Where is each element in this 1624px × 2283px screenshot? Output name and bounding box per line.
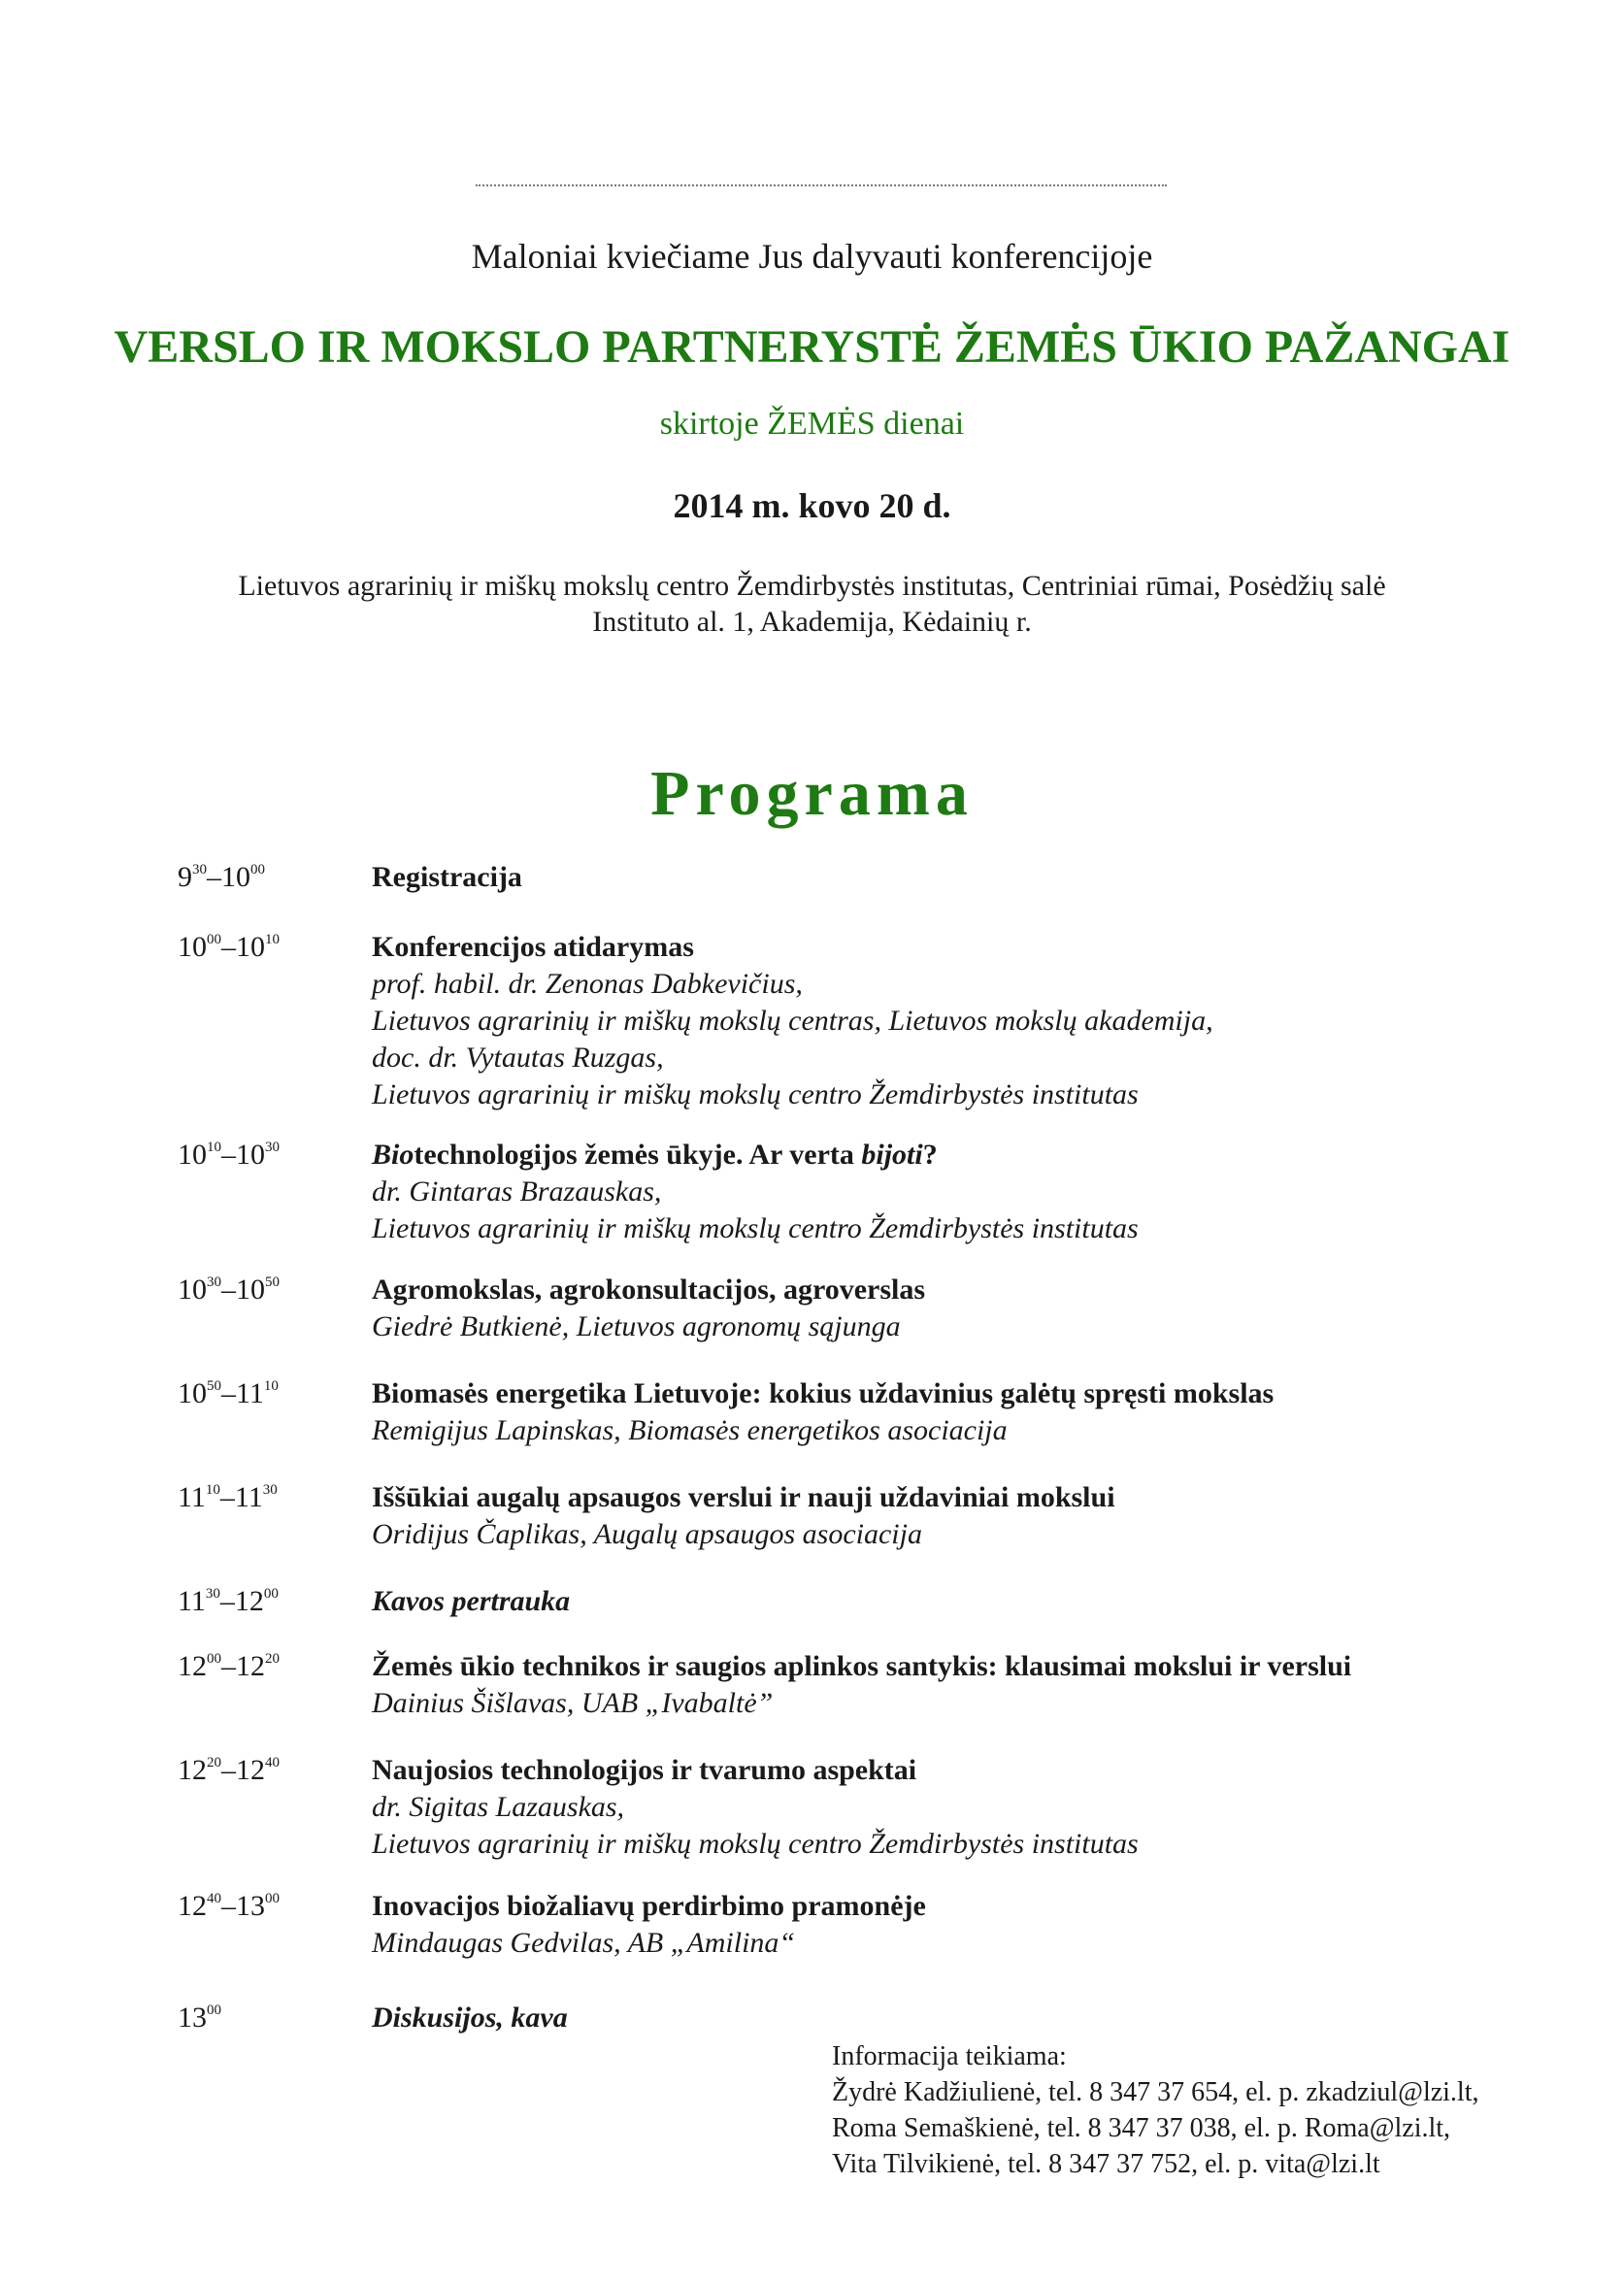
session <box>372 929 1213 1113</box>
time-range: $10^{30}-10^{50}$ <box>178 1274 280 1306</box>
contact-line: Vita Tilvikienė, tel. 8 347 37 752, el. p. vita@lzi.lt <box>832 2149 1380 2179</box>
session-title: Registracija <box>372 861 522 893</box>
session-title: Biomasės energetika Lietuvoje: kokius uždavinius galėtų spręsti mokslas <box>372 1377 1275 1409</box>
venue-line-2: Instituto al. 1, Akademija, Kėdainių r. <box>592 606 1032 638</box>
session <box>372 1752 1139 1863</box>
time-range: $10^{00}-10^{10}$ <box>178 931 280 963</box>
affiliation: Lietuvos agrarinių ir miškų mokslų centro Žemdirbystės institutas <box>372 1828 1139 1860</box>
venue-line-1: Lietuvos agrarinių ir miškų mokslų centro Žemdirbystės institutas, Centriniai rūmai, Posėdžių salė <box>238 570 1386 602</box>
conference-date: 2014 m. kovo 20 d. <box>673 486 951 525</box>
affiliation: Lietuvos agrarinių ir miškų mokslų centro Žemdirbystės institutas <box>372 1078 1139 1110</box>
affiliation: Lietuvos agrarinių ir miškų mokslų centro Žemdirbystės institutas <box>372 1212 1139 1244</box>
contact-line: Roma Semaškienė, tel. 8 347 37 038, el. p. Roma@lzi.lt, <box>832 2113 1451 2143</box>
speaker: Remigijus Lapinskas, Biomasės energetikos asociacija <box>372 1414 1008 1446</box>
session-title: Žemės ūkio technikos ir saugios aplinkos santykis: klausimai mokslui ir verslui <box>372 1650 1352 1682</box>
session-title: Inovacijos biožaliavų perdirbimo pramonėje <box>372 1890 926 1922</box>
time-range: $12^{00}-12^{20}$ <box>178 1650 280 1682</box>
dotted-separator <box>476 184 1167 186</box>
speaker: Oridijus Čaplikas, Augalų apsaugos asociacija <box>372 1518 922 1550</box>
venue <box>0 568 1624 640</box>
session-title: Biotechnologijos žemės ūkyje. Ar verta bijoti? <box>372 1139 938 1171</box>
session-title: Iššūkiai augalų apsaugos verslui ir nauji uždaviniai mokslui <box>372 1481 1115 1513</box>
session <box>372 1375 1274 1449</box>
speaker: dr. Sigitas Lazauskas, <box>372 1791 625 1823</box>
contact-heading: Informacija teikiama: <box>832 2041 1067 2071</box>
time-range: $12^{20}-12^{40}$ <box>178 1754 280 1786</box>
contact-line: Žydrė Kadžiulienė, tel. 8 347 37 654, el. p. zkadziul@lzi.lt, <box>832 2077 1479 2107</box>
session <box>372 1479 1115 1553</box>
conference-subtitle: skirtoje ŽEMĖS dienai <box>659 406 965 442</box>
session-title: Konferencijos atidarymas <box>372 931 694 963</box>
session <box>372 1137 1139 1247</box>
session <box>372 859 522 896</box>
session-title: Naujosios technologijos ir tvarumo aspektai <box>372 1754 917 1786</box>
session <box>372 1583 570 1620</box>
speaker: doc. dr. Vytautas Ruzgas, <box>372 1042 664 1074</box>
time-range: $11^{10}-11^{30}$ <box>178 1481 278 1513</box>
speaker: dr. Gintaras Brazauskas, <box>372 1175 662 1208</box>
time-range: $10^{10}-10^{30}$ <box>178 1139 280 1171</box>
time-range: $12^{40}-13^{00}$ <box>178 1890 280 1922</box>
contact-info <box>832 2038 1479 2182</box>
session-title: Kavos pertrauka <box>372 1585 571 1617</box>
time-range: $10^{50}-11^{10}$ <box>178 1377 279 1409</box>
conference-title: VERSLO IR MOKSLO PARTNERYSTĖ ŽEMĖS ŪKIO PAŽANGAI <box>114 321 1510 373</box>
speaker: Giedrė Butkienė, Lietuvos agronomų sąjunga <box>372 1310 901 1342</box>
affiliation: Lietuvos agrarinių ir miškų mokslų centras, Lietuvos mokslų akademija, <box>372 1005 1213 1037</box>
session-title: Diskusijos, kava <box>372 2002 568 2034</box>
session <box>372 1648 1351 1722</box>
time-range: $13^{00}$ <box>178 2002 221 2034</box>
time-range: $9^{30}-10^{00}$ <box>178 861 265 893</box>
program-heading: Programa <box>650 758 974 829</box>
time-range: $11^{30}-12^{00}$ <box>178 1585 279 1617</box>
session <box>372 1272 925 1345</box>
speaker: Dainius Šišlavas, UAB „Ivabaltė” <box>372 1687 774 1719</box>
session-title: Agromokslas, agrokonsultacijos, agroverslas <box>372 1274 926 1306</box>
session <box>372 2000 568 2036</box>
invite-text: Maloniai kviečiame Jus dalyvauti konferencijoje <box>471 237 1153 276</box>
speaker: prof. habil. dr. Zenonas Dabkevičius, <box>372 968 803 1000</box>
speaker: Mindaugas Gedvilas, AB „Amilina“ <box>372 1927 796 1959</box>
session <box>372 1888 926 1962</box>
